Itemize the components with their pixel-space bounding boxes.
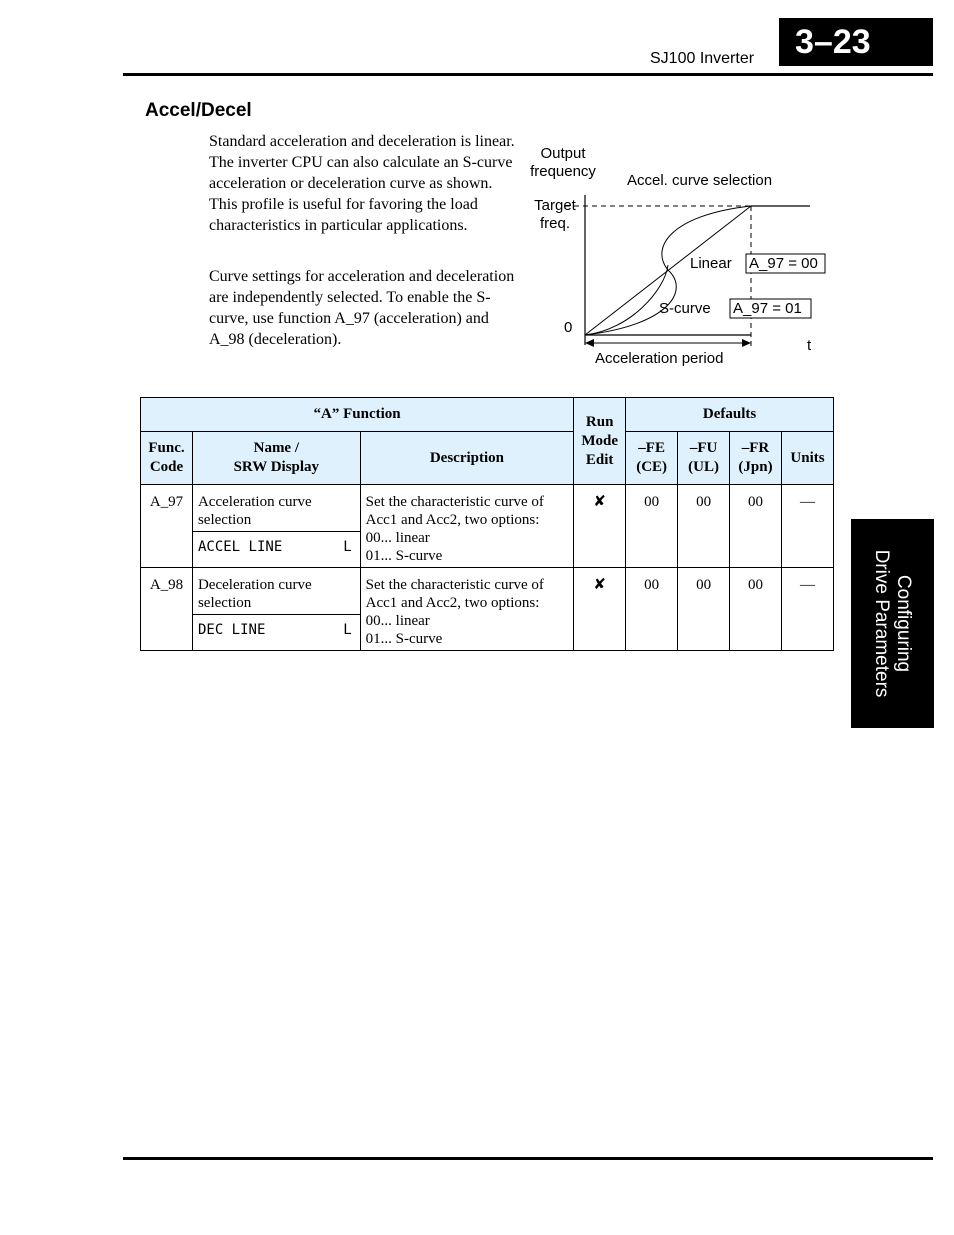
- table-row: [141, 485, 834, 532]
- srw-display-flag: L: [343, 539, 352, 555]
- period-arrow-left-head: [585, 339, 594, 347]
- fu-header-2: (UL): [688, 459, 719, 475]
- fr-header-1: –FR: [741, 440, 770, 456]
- srw-display-text: DEC LINE: [197, 622, 266, 638]
- func-header-2: Code: [149, 459, 184, 475]
- name-header: [192, 432, 360, 485]
- fe-header: [626, 432, 678, 485]
- function-description: [360, 485, 574, 568]
- diagram-title: Accel. curve selection: [627, 172, 773, 189]
- target-label-2: freq.: [539, 215, 571, 232]
- srw-display-flag: L: [343, 622, 352, 638]
- s-curve-box-text: A_97 = 01: [733, 300, 802, 317]
- default-fr: 00: [730, 568, 782, 651]
- func-code: A_98: [141, 568, 193, 651]
- parabolic-curve: [585, 265, 668, 335]
- srw-display-text: ACCEL LINE: [197, 539, 283, 555]
- fr-header-2: (Jpn): [738, 459, 773, 475]
- function-name: Deceleration curve selection: [192, 568, 360, 615]
- default-fu: 00: [678, 568, 730, 651]
- run-mode-line-2: Mode: [581, 432, 618, 449]
- description-line-3: 01... S-curve: [365, 548, 443, 564]
- fu-header: [678, 432, 730, 485]
- run-mode-header: [574, 398, 626, 485]
- run-mode-line-1: Run: [585, 413, 614, 430]
- period-label: Acceleration period: [595, 350, 724, 367]
- fe-header-2: (CE): [636, 459, 668, 475]
- top-rule: [123, 73, 933, 76]
- fu-header-1: –FU: [689, 440, 718, 456]
- run-mode-line-3: Edit: [585, 451, 614, 468]
- run-mode-edit-mark: ✘: [574, 485, 626, 568]
- page-number: 3–23: [779, 18, 933, 66]
- linear-label: Linear: [690, 255, 732, 272]
- description-header: Description: [360, 432, 574, 485]
- chapter-side-tab: [851, 519, 934, 728]
- default-fr: 00: [730, 485, 782, 568]
- linear-box-text: A_97 = 00: [749, 255, 818, 272]
- description-line-1: Set the characteristic curve of Acc1 and Acc2, two options:: [365, 494, 544, 528]
- defaults-header: Defaults: [626, 398, 834, 432]
- units: —: [781, 485, 833, 568]
- description-line-1: Set the characteristic curve of Acc1 and Acc2, two options:: [365, 577, 544, 611]
- units-header: Units: [781, 432, 833, 485]
- description-line-3: 01... S-curve: [365, 631, 443, 647]
- func-code: A_97: [141, 485, 193, 568]
- description-line-2: 00... linear: [365, 613, 430, 629]
- bottom-rule: [123, 1157, 933, 1160]
- fe-header-1: –FE: [638, 440, 665, 456]
- side-tab-line-1: Configuring: [893, 574, 915, 673]
- func-header-1: Func.: [148, 440, 185, 456]
- srw-display: [192, 615, 360, 651]
- default-fe: 00: [626, 568, 678, 651]
- side-tab-line-2: Drive Parameters: [871, 549, 893, 698]
- units: —: [781, 568, 833, 651]
- function-table: [140, 397, 834, 651]
- origin-label: 0: [564, 319, 573, 336]
- target-label-1: Target: [534, 197, 576, 214]
- table-row: [141, 568, 834, 615]
- y-label-2: frequency: [530, 163, 596, 180]
- header-product: SJ100 Inverter: [650, 50, 755, 67]
- y-label-1: Output: [540, 145, 586, 162]
- section-title: Accel/Decel: [145, 100, 252, 121]
- period-arrow-right-head: [742, 339, 751, 347]
- srw-display: [192, 532, 360, 568]
- function-name: Acceleration curve selection: [192, 485, 360, 532]
- t-label: t: [807, 337, 812, 354]
- body-paragraph-2: Curve settings for acceleration and deceleration are independently selected. To enable the S-curve, use function A_97 (acceleration) and A_98 (deceleration).: [209, 268, 515, 348]
- default-fe: 00: [626, 485, 678, 568]
- name-header-2: SRW Display: [233, 459, 320, 475]
- name-header-1: Name /: [253, 440, 300, 456]
- accel-curve-diagram: [520, 140, 830, 375]
- run-mode-edit-mark: ✘: [574, 568, 626, 651]
- description-line-2: 00... linear: [365, 530, 430, 546]
- func-code-header: [141, 432, 193, 485]
- function-description: [360, 568, 574, 651]
- body-paragraph-1: Standard acceleration and deceleration is linear. The inverter CPU can also calculate an S-curve acceleration or deceleration curve as shown. This profile is useful for favoring the load characteristics in particular applications.: [209, 133, 515, 234]
- default-fu: 00: [678, 485, 730, 568]
- a-function-header: “A” Function: [141, 398, 574, 432]
- fr-header: [730, 432, 782, 485]
- s-curve-label: S-curve: [659, 300, 711, 317]
